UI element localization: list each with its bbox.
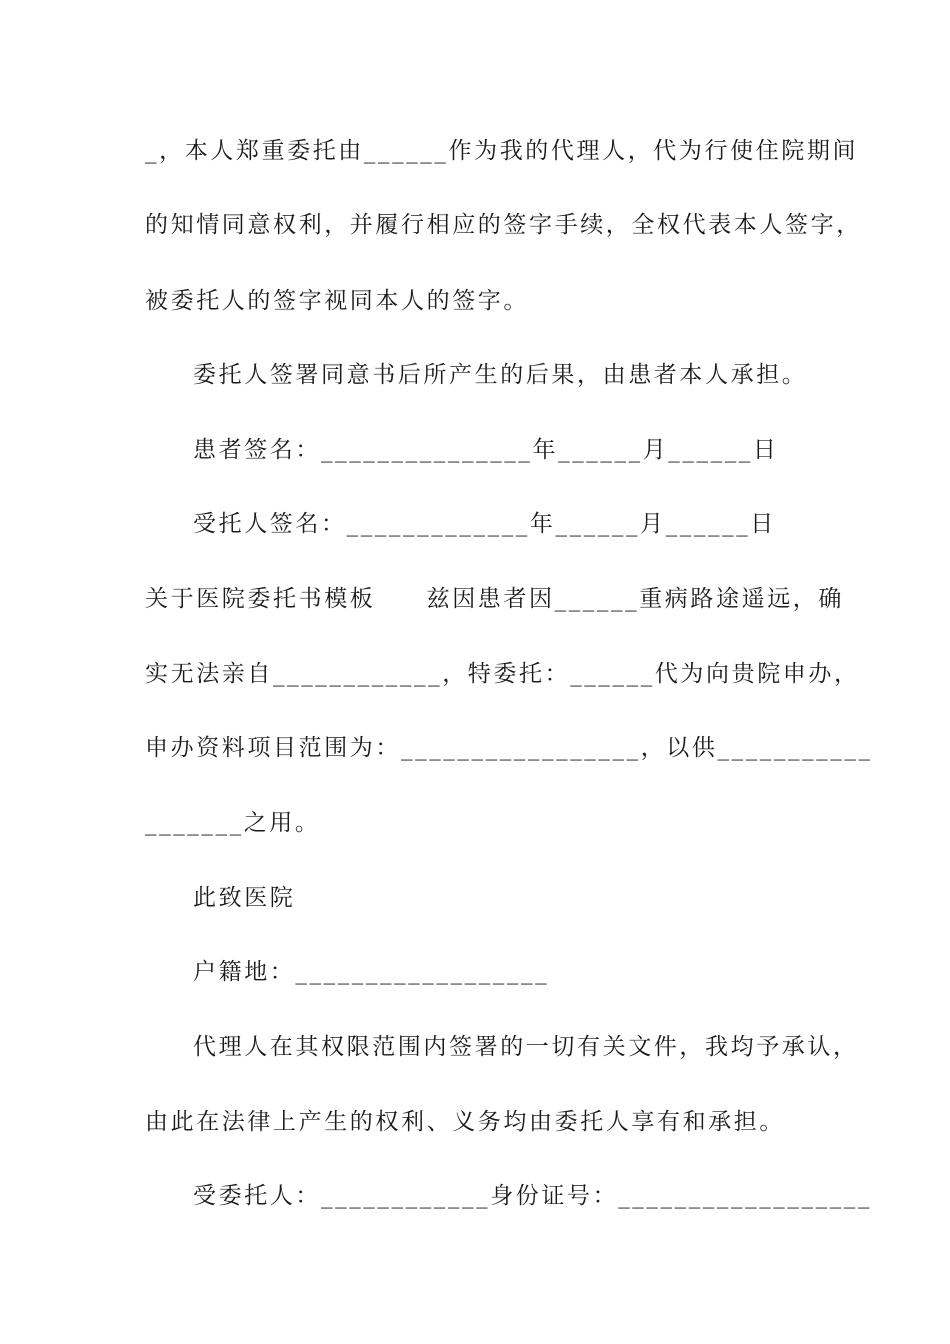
paragraph-line-2: 的知情同意权利，并履行相应的签字手续，全权代表本人签字， <box>145 212 862 238</box>
paragraph-consequence: 委托人签署同意书后所产生的后果，由患者本人承担。 <box>193 362 808 388</box>
patient-signature-line: 患者签名：_______________年______月______日 <box>193 437 779 463</box>
template-title-line: 关于医院委托书模板 兹因患者因______重病路途遥远，确 <box>145 586 844 612</box>
salutation-line: 此致医院 <box>193 885 296 911</box>
trustee-signature-line: 受托人签名：_____________年______月______日 <box>193 511 776 537</box>
paragraph-line-13: 代理人在其权限范围内签署的一切有关文件，我均予承认， <box>193 1034 859 1060</box>
household-register-line: 户籍地：__________________ <box>193 959 550 985</box>
paragraph-line-14: 由此在法律上产生的权利、义务均由委托人享有和承担。 <box>145 1109 785 1135</box>
paragraph-line-8: 实无法亲自____________，特委托：______代为向贵院申办， <box>145 661 860 687</box>
trustee-id-line: 受委托人：____________身份证号：__________________ <box>193 1183 872 1209</box>
paragraph-line-10: _______之用。 <box>145 810 321 836</box>
paragraph-line-3: 被委托人的签字视同本人的签字。 <box>145 288 529 314</box>
paragraph-line-9: 申办资料项目范围为：_________________，以供___________ <box>145 735 873 761</box>
paragraph-line-1: _，本人郑重委托由______作为我的代理人，代为行使住院期间 <box>145 138 859 164</box>
